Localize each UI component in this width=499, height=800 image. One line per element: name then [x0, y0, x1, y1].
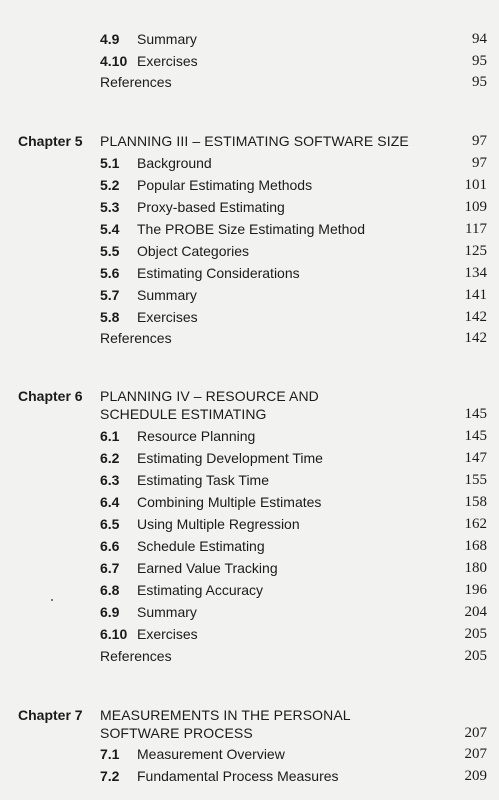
chapter-label: Chapter 7: [18, 707, 83, 723]
page-number: 134: [464, 265, 487, 281]
section-number: 6.8: [100, 582, 120, 598]
section-number: 5.5: [100, 243, 120, 259]
page-number: 145: [464, 428, 487, 444]
page-number: 141: [464, 287, 487, 303]
chapter-heading-6[interactable]: [0, 386, 499, 406]
references-label: References: [100, 74, 172, 90]
toc-entry[interactable]: [0, 536, 499, 556]
section-title: Resource Planning: [137, 428, 256, 444]
section-number: 6.4: [100, 494, 120, 510]
section-number: 6.3: [100, 472, 120, 488]
toc-references[interactable]: [0, 646, 499, 666]
section-title: Summary: [137, 604, 197, 620]
chapter-heading-6-cont[interactable]: [0, 404, 499, 424]
section-number: 6.1: [100, 428, 120, 444]
section-number: 5.7: [100, 287, 120, 303]
section-number: 6.10: [100, 626, 128, 642]
section-number: 4.9: [100, 31, 120, 47]
section-title: Measurement Overview: [137, 746, 285, 762]
toc-entry[interactable]: [0, 448, 499, 468]
toc-entry[interactable]: [0, 514, 499, 534]
page-number: 207: [464, 725, 487, 741]
chapter-title: PLANNING III – ESTIMATING SOFTWARE SIZE: [100, 133, 409, 149]
scan-speck: [51, 599, 53, 601]
page-number: 95: [472, 74, 487, 90]
references-label: References: [100, 648, 172, 664]
chapter-label: Chapter 6: [18, 388, 83, 404]
section-title: Exercises: [137, 53, 198, 69]
page-number: 209: [464, 768, 487, 784]
section-number: 7.2: [100, 768, 120, 784]
section-title: Estimating Task Time: [137, 472, 270, 488]
section-number: 5.3: [100, 199, 120, 215]
page-number: 162: [464, 516, 487, 532]
section-number: 6.5: [100, 516, 120, 532]
toc-entry[interactable]: [0, 29, 499, 49]
chapter-title-line1: PLANNING IV – RESOURCE AND: [100, 388, 319, 404]
section-number: 5.1: [100, 155, 120, 171]
toc-entry[interactable]: [0, 51, 499, 71]
section-number: 5.2: [100, 177, 120, 193]
toc-entry[interactable]: [0, 492, 499, 512]
section-title: Estimating Development Time: [137, 450, 323, 466]
page-number: 205: [464, 648, 487, 664]
page-number: 205: [464, 626, 487, 642]
toc-entry[interactable]: [0, 307, 499, 327]
toc-references[interactable]: [0, 72, 499, 92]
section-title: Exercises: [137, 626, 198, 642]
toc-entry[interactable]: [0, 285, 499, 305]
page-number: 158: [464, 494, 487, 510]
page-number: 196: [464, 582, 487, 598]
page-number: 95: [472, 53, 487, 69]
section-title: Summary: [137, 31, 197, 47]
toc-entry[interactable]: [0, 175, 499, 195]
section-number: 6.9: [100, 604, 120, 620]
chapter-heading-7[interactable]: [0, 705, 499, 725]
section-title: Fundamental Process Measures: [137, 768, 339, 784]
page-number: 180: [464, 560, 487, 576]
page-number: 145: [464, 406, 487, 422]
toc-entry[interactable]: [0, 602, 499, 622]
toc-entry[interactable]: [0, 426, 499, 446]
toc-entry[interactable]: [0, 263, 499, 283]
section-number: 5.6: [100, 265, 120, 281]
section-number: 6.6: [100, 538, 120, 554]
toc-entry[interactable]: [0, 580, 499, 600]
chapter-title-line2: SCHEDULE ESTIMATING: [100, 406, 267, 422]
section-title: Combining Multiple Estimates: [137, 494, 322, 510]
chapter-heading-5[interactable]: [0, 131, 499, 151]
page-number: 168: [464, 538, 487, 554]
chapter-title-line2: SOFTWARE PROCESS: [100, 725, 253, 741]
section-number: 7.1: [100, 746, 120, 762]
toc-entry[interactable]: [0, 241, 499, 261]
page-number: 109: [464, 199, 487, 215]
section-title: Estimating Accuracy: [137, 582, 264, 598]
toc-entry[interactable]: [0, 153, 499, 173]
toc-entry[interactable]: [0, 219, 499, 239]
toc-entry[interactable]: [0, 624, 499, 644]
section-title: Background: [137, 155, 212, 171]
chapter-heading-7-cont[interactable]: [0, 723, 499, 743]
toc-entry[interactable]: [0, 744, 499, 764]
section-number: 5.4: [100, 221, 120, 237]
section-title: Popular Estimating Methods: [137, 177, 313, 193]
chapter-title-line1: MEASUREMENTS IN THE PERSONAL: [100, 707, 351, 723]
page-number: 125: [464, 243, 487, 259]
toc-entry[interactable]: [0, 558, 499, 578]
section-title: Summary: [137, 287, 197, 303]
page-number: 147: [464, 450, 487, 466]
section-number: 4.10: [100, 53, 128, 69]
section-title: Estimating Considerations: [137, 265, 300, 281]
page-number: 117: [465, 221, 487, 237]
page-number: 97: [472, 155, 487, 171]
page-number: 142: [464, 309, 487, 325]
section-title: The PROBE Size Estimating Method: [137, 221, 365, 237]
section-title: Earned Value Tracking: [137, 560, 278, 576]
references-label: References: [100, 330, 172, 346]
toc-entry[interactable]: [0, 766, 499, 786]
toc-references[interactable]: [0, 328, 499, 348]
toc-entry[interactable]: [0, 197, 499, 217]
page-number: 142: [464, 330, 487, 346]
page-number: 204: [464, 604, 487, 620]
page-number: 101: [464, 177, 487, 193]
section-title: Exercises: [137, 309, 198, 325]
section-title: Object Categories: [137, 243, 250, 259]
section-number: 6.7: [100, 560, 120, 576]
chapter-label: Chapter 5: [18, 133, 83, 149]
section-title: Proxy-based Estimating: [137, 199, 285, 215]
page-number: 207: [464, 746, 487, 762]
section-title: Schedule Estimating: [137, 538, 265, 554]
page-number: 97: [472, 133, 487, 149]
section-number: 5.8: [100, 309, 120, 325]
page-number: 94: [472, 31, 487, 47]
toc-entry[interactable]: [0, 470, 499, 490]
page-number: 155: [464, 472, 487, 488]
section-title: Using Multiple Regression: [137, 516, 300, 532]
section-number: 6.2: [100, 450, 120, 466]
